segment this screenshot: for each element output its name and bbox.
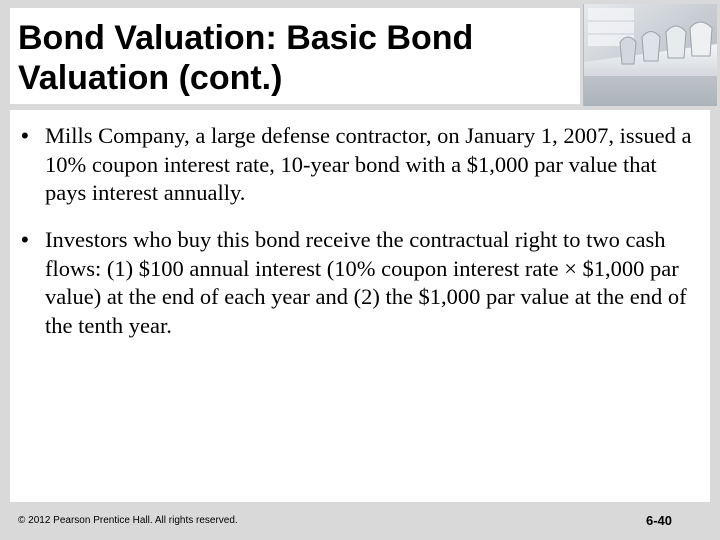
slide-number: 6-40 (646, 513, 673, 528)
conference-room-photo (583, 4, 717, 106)
bullet-text: Mills Company, a large defense contractor, on January 1, 2007, issued a 10% coupon interest rate, 10-year bond with a $1,000 par value that pays interest annually. (45, 123, 692, 205)
conference-room-chairs-photo (584, 4, 717, 106)
slide-title: Bond Valuation: Basic Bond Valuation (cont.) (18, 19, 474, 97)
copyright-notice: © 2012 Pearson Prentice Hall. All rights reserved. (18, 515, 238, 526)
bullet-item (10, 226, 700, 340)
title-area (10, 8, 580, 104)
bullet-marker: • (21, 123, 29, 148)
content-panel (10, 110, 710, 502)
bullet-marker: • (21, 227, 29, 252)
bullet-text: Investors who buy this bond receive the contractual right to two cash flows: (1) $100 annual interest (10% coupon interest rate × $1,000 par value) at the end of each year and (2) the $1,000 par value at the end of the tenth year. (45, 227, 687, 338)
bullet-item (10, 122, 700, 208)
